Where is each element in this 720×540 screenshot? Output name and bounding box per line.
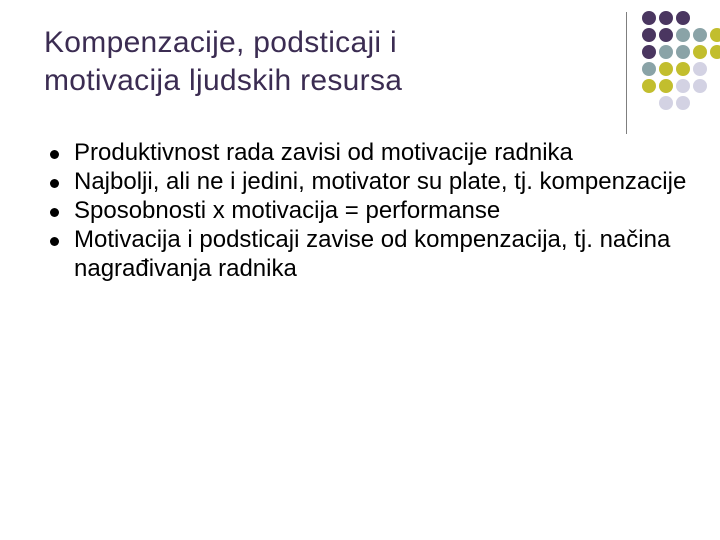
decorative-dot — [642, 11, 656, 25]
decorative-dot — [659, 45, 673, 59]
bullet-icon — [50, 179, 59, 188]
decorative-dot — [676, 11, 690, 25]
bullet-item — [48, 138, 698, 167]
decorative-dot — [676, 96, 690, 110]
bullet-icon — [50, 208, 59, 217]
slide-title-line-1: Kompenzacije, podsticaji i — [44, 26, 397, 59]
decorative-dot — [659, 62, 673, 76]
slide-title-line-2: motivacija ljudskih resursa — [44, 64, 403, 97]
decorative-dot — [676, 28, 690, 42]
bullet-item — [48, 167, 698, 196]
bullet-list — [48, 138, 698, 283]
decorative-dot — [642, 28, 656, 42]
bullet-icon — [50, 237, 59, 246]
decorative-dot — [693, 62, 707, 76]
decorative-dot — [676, 45, 690, 59]
decorative-dot — [710, 28, 720, 42]
decorative-dot — [659, 96, 673, 110]
decorative-dot — [659, 79, 673, 93]
decorative-dot — [710, 45, 720, 59]
decorative-dot — [693, 79, 707, 93]
bullet-text: Produktivnost rada zavisi od motivacije radnika — [74, 139, 573, 166]
decorative-dot — [659, 28, 673, 42]
decorative-dot — [659, 11, 673, 25]
bullet-text: Motivacija i podsticaji zavise od kompenzacija, tj. načina nagrađivanja radnika — [74, 226, 671, 282]
bullet-icon — [50, 150, 59, 159]
bullet-item — [48, 196, 698, 225]
decorative-dot — [676, 62, 690, 76]
decorative-dot — [642, 45, 656, 59]
decorative-dot — [676, 79, 690, 93]
bullet-item — [48, 225, 698, 283]
decorative-dot — [693, 28, 707, 42]
decorative-dot — [642, 79, 656, 93]
decorative-dot — [642, 62, 656, 76]
decorative-dot — [693, 45, 707, 59]
bullet-text: Najbolji, ali ne i jedini, motivator su plate, tj. kompenzacije — [74, 168, 687, 195]
bullet-text: Sposobnosti x motivacija = performanse — [74, 197, 501, 224]
decorative-dot-grid — [0, 0, 720, 160]
